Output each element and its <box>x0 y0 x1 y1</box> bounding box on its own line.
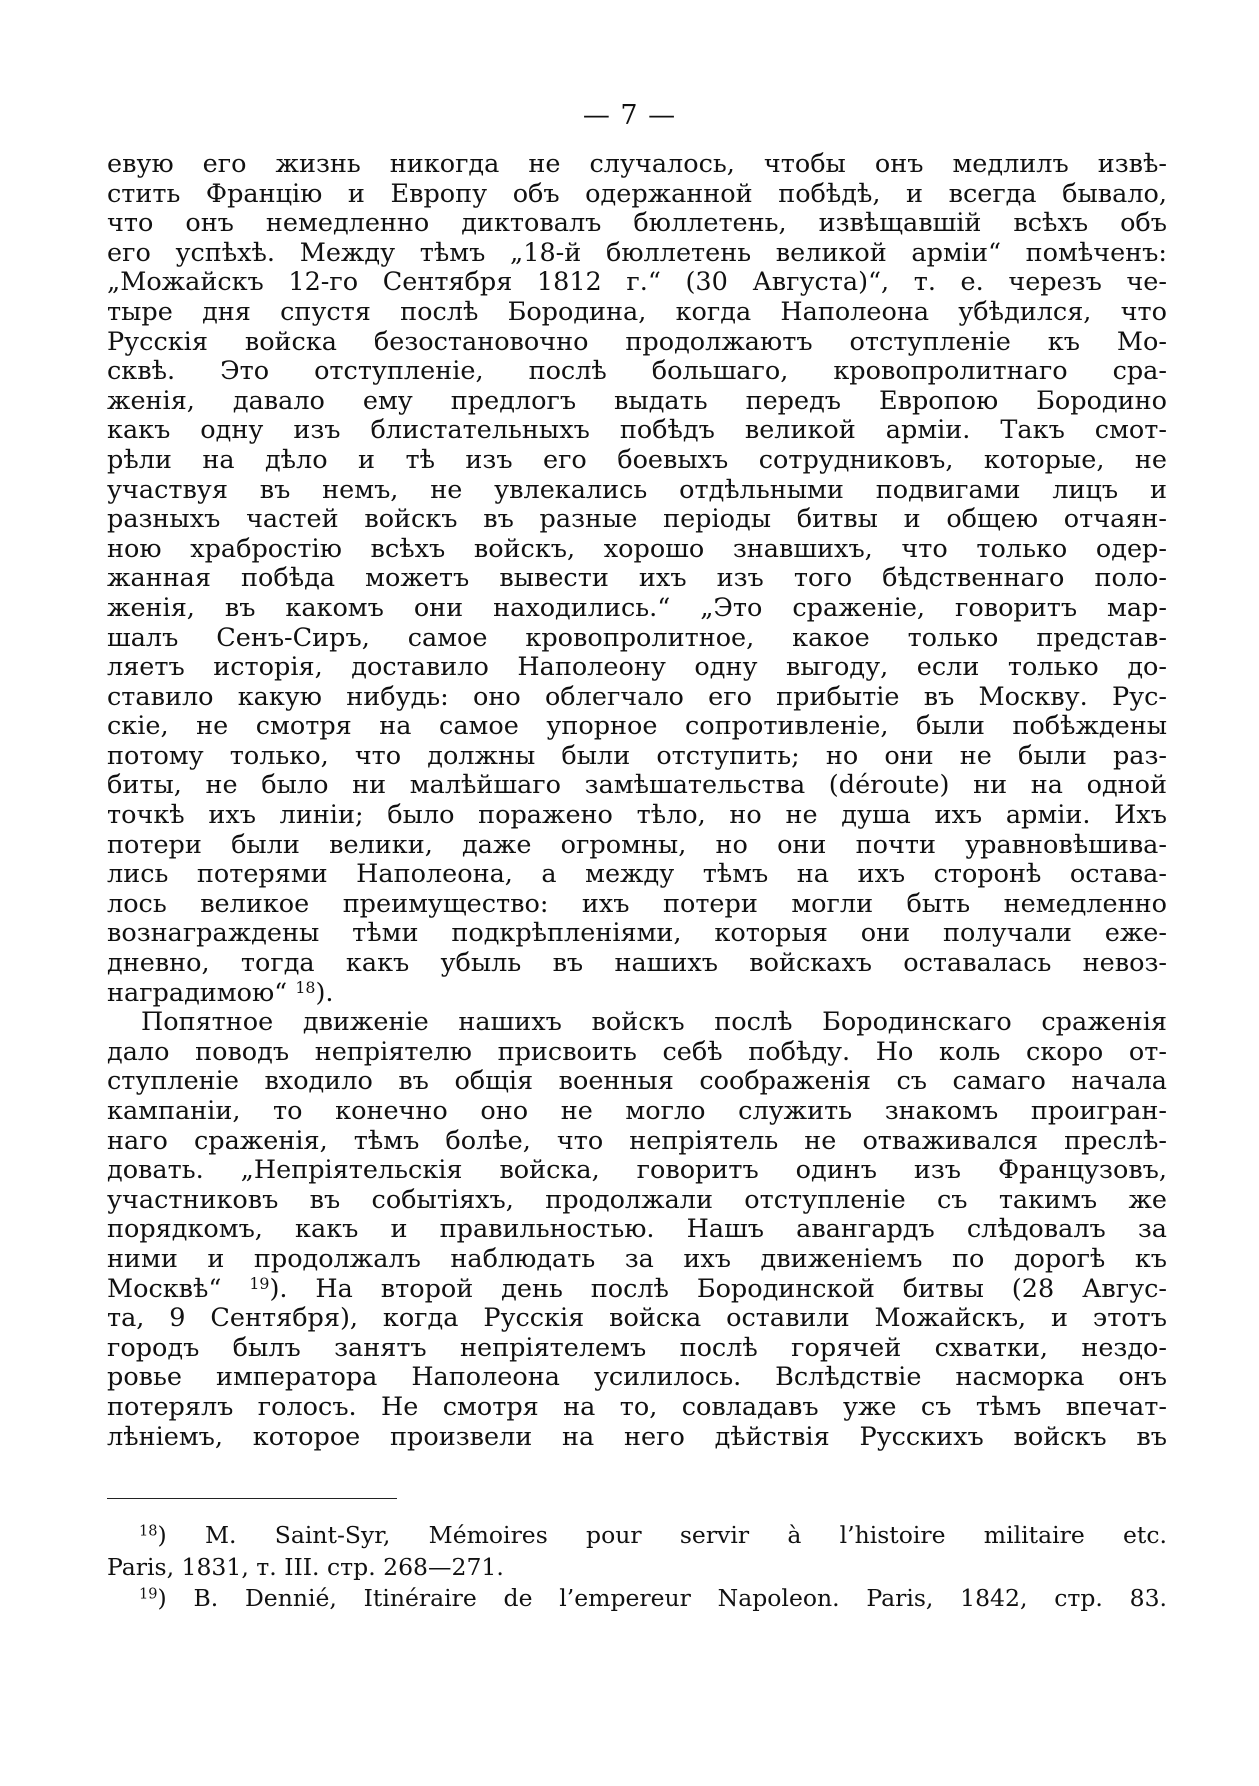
text-line: женія, давало ему предлогъ выдать передъ Европою Бородино <box>107 386 1167 416</box>
text-fragment: ). На второй день послѣ Бородинской битвы (28 Авгус- <box>269 1274 1167 1304</box>
text-line: тыре дня спустя послѣ Бородина, когда Наполеона убѣдился, что <box>107 297 1167 327</box>
page-number: — 7 — <box>582 100 677 131</box>
text-line: стить Францію и Европу объ одержанной побѣдѣ, и всегда бывало, <box>107 179 1167 209</box>
text-line: ляетъ исторія, доставило Наполеону одну выгоду, если только до- <box>107 653 1167 683</box>
text-line: участниковъ въ событіяхъ, продолжали отступленіе съ такимъ же <box>107 1185 1167 1215</box>
footnote-ref-18: 18 <box>295 978 316 997</box>
footnote-marker: 19 <box>139 1585 158 1603</box>
footnote-19 <box>107 1583 1167 1615</box>
footnote-ref-19: 19 <box>249 1274 270 1293</box>
text-fragment: наградимою“ <box>107 978 288 1008</box>
text-line: потерялъ голосъ. Не смотря на то, совладавъ уже съ тѣмъ впечат- <box>107 1392 1167 1422</box>
text-line: сквѣ. Это отступленіе, послѣ большаго, кровопролитнаго сра- <box>107 357 1167 387</box>
body-text <box>107 150 1167 1452</box>
text-line <box>107 1275 1167 1305</box>
text-line: женія, въ какомъ они находились.“ „Это сраженіе, говоритъ мар- <box>107 593 1167 623</box>
text-line: городъ былъ занятъ непріятелемъ послѣ горячей схватки, нездо- <box>107 1333 1167 1363</box>
text-line: ними и продолжалъ наблюдать за ихъ движеніемъ по дорогѣ къ <box>107 1244 1167 1274</box>
text-line: участвуя въ немъ, не увлекались отдѣльными подвигами лицъ и <box>107 475 1167 505</box>
text-line: биты, не было ни малѣйшаго замѣшательства (déroute) ни на одной <box>107 771 1167 801</box>
text-line: потому только, что должны были отступить; но они не были раз- <box>107 741 1167 771</box>
text-line: кампаніи, то конечно оно не могло служить знакомъ проигран- <box>107 1097 1167 1126</box>
footnote-text: ) B. Dennié, Itinéraire de l’empereur Napoleon. Paris, 1842, стр. 83. <box>157 1584 1167 1612</box>
text-line: та, 9 Сентября), когда Русскія войска оставили Можайскъ, и этотъ <box>107 1304 1167 1334</box>
text-line: лѣніемъ, которое произвели на него дѣйствія Русскихъ войскъ въ <box>107 1422 1167 1452</box>
text-line: ступленіе входило въ общія военныя соображенія съ самаго начала <box>107 1067 1167 1097</box>
text-line: шалъ Сенъ-Сиръ, самое кровопролитное, какое только представ- <box>107 623 1167 653</box>
text-line: ровье императора Наполеона усилилось. Вслѣдствіе насморка онъ <box>107 1363 1167 1393</box>
text-line: рѣли на дѣло и тѣ изъ его боевыхъ сотрудниковъ, которые, не <box>107 445 1167 475</box>
text-line: довать. „Непріятельскія войска, говоритъ одинъ изъ Французовъ, <box>107 1156 1167 1186</box>
text-line: дневно, тогда какъ убыль въ нашихъ войскахъ оставалась невоз- <box>107 949 1167 979</box>
text-line: разныхъ частей войскъ въ разные періоды битвы и общею отчаян- <box>107 505 1167 535</box>
text-line: лось великое преимущество: ихъ потери могли быть немедленно <box>107 889 1167 919</box>
text-fragment: Москвѣ“ <box>107 1274 222 1304</box>
text-line: скіе, не смотря на самое упорное сопротивленіе, были побѣждены <box>107 712 1167 742</box>
footnotes <box>107 1520 1167 1615</box>
text-line: порядкомъ, какъ и правильностью. Нашъ авангардъ слѣдовалъ за <box>107 1215 1167 1245</box>
text-line: наго сраженія, тѣмъ болѣе, что непріятель не отваживался преслѣ- <box>107 1126 1167 1156</box>
text-line: лись потерями Наполеона, а между тѣмъ на ихъ сторонѣ остава- <box>107 860 1167 890</box>
footnote-line: Paris, 1831, т. III. стр. 268—271. <box>107 1552 504 1581</box>
text-line: жанная побѣда можетъ вывести ихъ изъ того бѣдственнаго поло- <box>107 564 1167 594</box>
text-line: потери были велики, даже огромны, но они почти уравновѣшива- <box>107 830 1167 860</box>
footnote-18 <box>107 1520 1167 1583</box>
text-fragment: ). <box>315 978 334 1008</box>
text-line: вознаграждены тѣми подкрѣпленіями, которыя они получали еже- <box>107 919 1167 949</box>
text-line: Русскія войска безостановочно продолжаютъ отступленіе къ Мо- <box>107 327 1167 357</box>
paragraph-1 <box>107 150 1167 1008</box>
text-line: евую его жизнь никогда не случалось, чтобы онъ медлилъ извѣ- <box>107 150 1167 179</box>
text-line: что онъ немедленно диктовалъ бюллетень, извѣщавшій всѣхъ объ <box>107 209 1167 239</box>
text-line: ставило какую нибудь: оно облегчало его прибытіе въ Москву. Рус- <box>107 682 1167 712</box>
footnote-separator <box>107 1498 397 1499</box>
text-line: дало поводъ непріятелю присвоить себѣ побѣду. Но коль скоро от- <box>107 1037 1167 1067</box>
text-line: Попятное движеніе нашихъ войскъ послѣ Бородинскаго сраженія <box>141 1008 1167 1038</box>
text-line: его успѣхѣ. Между тѣмъ „18-й бюллетень великой арміи“ помѣченъ: <box>107 238 1167 268</box>
footnote-line <box>107 1520 1167 1552</box>
paragraph-2 <box>107 1008 1167 1452</box>
text-line: точкѣ ихъ линіи; было поражено тѣло, но не душа ихъ арміи. Ихъ <box>107 801 1167 831</box>
text-line: ною храбростію всѣхъ войскъ, хорошо знавшихъ, что только одер- <box>107 534 1167 564</box>
text-line: „Можайскъ 12-го Сентября 1812 г.“ (30 Августа)“, т. е. черезъ че- <box>107 268 1167 298</box>
footnote-text: ) M. Saint-Syr, Mémoires pour servir à l’histoire militaire etc. <box>157 1521 1167 1549</box>
text-line: какъ одну изъ блистательныхъ побѣдъ великой арміи. Такъ смот- <box>107 416 1167 446</box>
footnote-marker: 18 <box>139 1522 158 1540</box>
footnote-line <box>107 1583 1167 1615</box>
text-line-last <box>107 979 1167 1009</box>
